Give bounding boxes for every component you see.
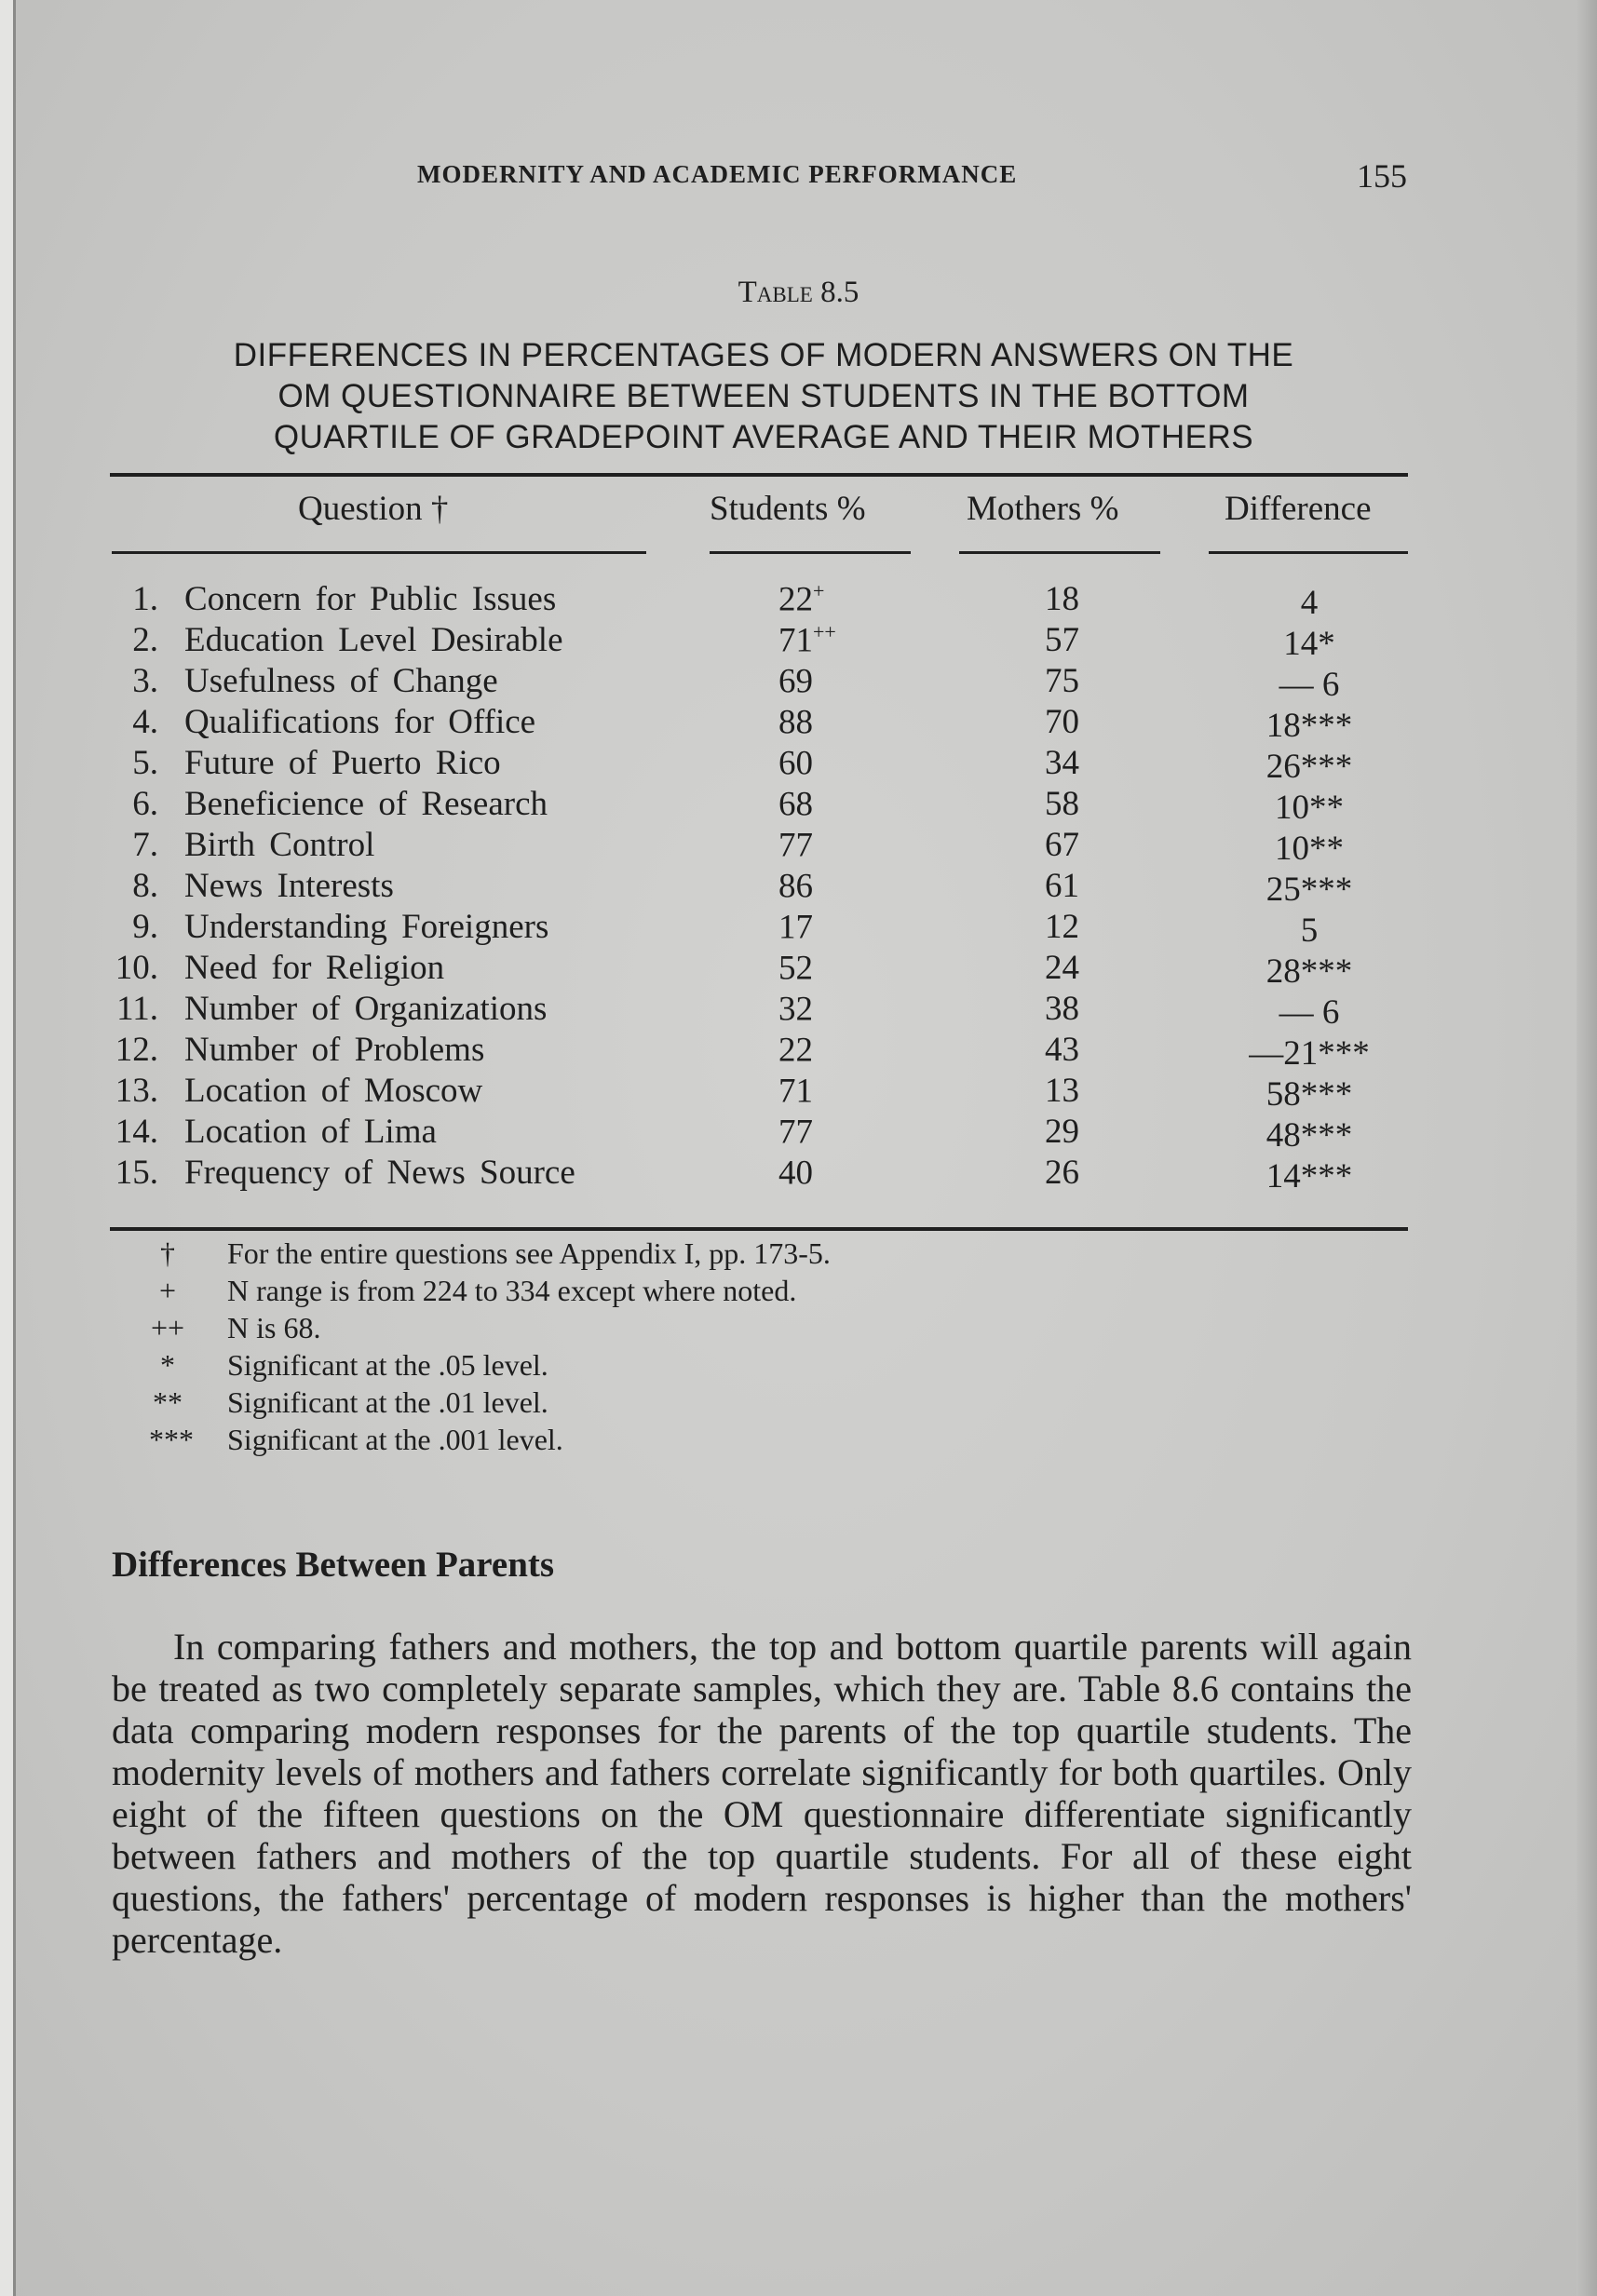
footnote-symbol: † xyxy=(160,1236,175,1270)
row-question: News Interests xyxy=(184,867,394,905)
row-difference: 14*** xyxy=(1265,1157,1353,1195)
table-label-number: 8.5 xyxy=(820,276,859,309)
table-row xyxy=(0,620,1597,661)
row-mothers: 43 xyxy=(1045,1031,1079,1069)
page-number: 155 xyxy=(1357,157,1407,195)
section-heading: Differences Between Parents xyxy=(112,1545,555,1585)
table-title-line: OM QUESTIONNAIRE BETWEEN STUDENTS IN THE BOTTOM xyxy=(277,378,1250,414)
row-mothers: 12 xyxy=(1045,908,1079,946)
row-students xyxy=(778,948,813,988)
row-difference: — 6 xyxy=(1279,993,1340,1032)
table-row xyxy=(0,907,1597,948)
row-mothers: 24 xyxy=(1045,949,1079,987)
row-students xyxy=(778,1030,813,1070)
row-difference: 28*** xyxy=(1265,952,1353,991)
footnote-text: For the entire questions see Appendix I, pp. 173-5. xyxy=(227,1236,831,1270)
row-question: Qualifications for Office xyxy=(184,703,536,741)
row-question: Understanding Foreigners xyxy=(184,908,549,946)
row-number: 11. xyxy=(116,990,158,1028)
row-students xyxy=(778,989,813,1029)
row-mothers: 13 xyxy=(1045,1072,1079,1110)
table-top-rule xyxy=(110,473,1408,477)
row-difference: 10** xyxy=(1275,789,1344,827)
students-mark: ++ xyxy=(813,620,836,643)
table-title xyxy=(112,335,1415,458)
row-number: 3. xyxy=(132,662,158,700)
footnote-symbol: * xyxy=(160,1348,175,1382)
header-students-rule xyxy=(710,551,911,554)
row-mothers: 75 xyxy=(1045,662,1079,700)
row-number: 4. xyxy=(132,703,158,741)
row-question: Future of Puerto Rico xyxy=(184,744,501,782)
header-mothers-rule xyxy=(959,551,1160,554)
row-number: 14. xyxy=(115,1113,158,1151)
footnote-symbol: ++ xyxy=(150,1311,185,1344)
row-difference: — 6 xyxy=(1279,666,1340,704)
table-row xyxy=(0,825,1597,866)
body-paragraph: In comparing fathers and mothers, the top and bottom quartile parents will again be treated as two completely separate samples, which they are. Table 8.6 contains the data comparing modern responses for the parents of the top quartile students. The modernity levels of mothers and fathers correlate significantly for both quartiles. Only eight of the fifteen questions on the OM questionnaire differentiate significantly between fathers and mothers of the top quartile students. For all of these eight questions, the fathers' percentage of modern responses is higher than the mothers' percentage. xyxy=(112,1626,1412,1961)
table-row xyxy=(0,743,1597,784)
students-value: 71 xyxy=(778,621,813,660)
row-difference: 48*** xyxy=(1265,1116,1353,1155)
students-value: 77 xyxy=(778,826,813,865)
header-question-rule xyxy=(112,551,646,554)
row-students xyxy=(778,743,813,783)
row-students xyxy=(778,620,836,660)
students-value: 52 xyxy=(778,949,813,988)
header-difference-rule xyxy=(1209,551,1408,554)
students-value: 32 xyxy=(778,990,813,1029)
footnote-text: N is 68. xyxy=(227,1311,321,1344)
row-mothers: 18 xyxy=(1045,580,1079,618)
table-row xyxy=(0,661,1597,702)
row-students xyxy=(778,661,813,701)
row-mothers: 26 xyxy=(1045,1154,1079,1192)
students-value: 71 xyxy=(778,1072,813,1111)
table-row xyxy=(0,948,1597,989)
row-students xyxy=(778,784,813,824)
row-mothers: 38 xyxy=(1045,990,1079,1028)
students-value: 60 xyxy=(778,744,813,783)
footnote-text: N range is from 224 to 334 except where noted. xyxy=(227,1274,797,1307)
table-bottom-rule xyxy=(110,1227,1408,1231)
row-students xyxy=(778,866,813,906)
footnote-symbol: ** xyxy=(153,1385,183,1419)
row-students xyxy=(778,702,813,742)
row-number: 8. xyxy=(132,867,158,905)
table-row xyxy=(0,579,1597,620)
row-difference: 4 xyxy=(1300,584,1319,622)
row-question: Education Level Desirable xyxy=(184,621,563,659)
row-students xyxy=(778,825,813,865)
table-row xyxy=(0,1071,1597,1112)
row-number: 15. xyxy=(115,1154,158,1192)
row-difference: 26*** xyxy=(1265,748,1353,786)
row-mothers: 34 xyxy=(1045,744,1079,782)
row-number: 7. xyxy=(132,826,158,864)
table-label-prefix: Table xyxy=(738,276,813,309)
row-question: Concern for Public Issues xyxy=(184,580,557,618)
row-difference: 14* xyxy=(1283,625,1335,663)
table-label xyxy=(0,276,1597,310)
table-row xyxy=(0,1030,1597,1071)
row-number: 13. xyxy=(115,1072,158,1110)
row-question: Birth Control xyxy=(184,826,375,864)
students-value: 22 xyxy=(778,1031,813,1070)
row-number: 6. xyxy=(132,785,158,823)
row-number: 1. xyxy=(132,580,158,618)
row-mothers: 61 xyxy=(1045,867,1079,905)
table-row xyxy=(0,1153,1597,1194)
table-row xyxy=(0,784,1597,825)
row-students xyxy=(778,1153,813,1193)
students-value: 69 xyxy=(778,662,813,701)
header-students: Students % xyxy=(710,490,866,528)
row-mothers: 58 xyxy=(1045,785,1079,823)
table-title-line: DIFFERENCES IN PERCENTAGES OF MODERN ANSWERS ON THE xyxy=(233,337,1294,373)
row-difference: 25*** xyxy=(1265,871,1353,909)
row-number: 2. xyxy=(132,621,158,659)
footnote-symbol: *** xyxy=(149,1423,194,1456)
footnote-text: Significant at the .001 level. xyxy=(227,1423,563,1456)
header-mothers: Mothers % xyxy=(967,490,1119,528)
students-mark: + xyxy=(813,579,825,602)
row-question: Frequency of News Source xyxy=(184,1154,575,1192)
row-difference: 5 xyxy=(1300,912,1319,950)
footnote-text: Significant at the .01 level. xyxy=(227,1385,548,1419)
row-number: 5. xyxy=(132,744,158,782)
students-value: 40 xyxy=(778,1154,813,1193)
row-difference: 18*** xyxy=(1265,707,1353,745)
students-value: 77 xyxy=(778,1113,813,1152)
table-row xyxy=(0,702,1597,743)
row-students xyxy=(778,1112,813,1152)
row-mothers: 67 xyxy=(1045,826,1079,864)
students-value: 68 xyxy=(778,785,813,824)
header-difference: Difference xyxy=(1225,490,1372,528)
students-value: 86 xyxy=(778,867,813,906)
students-value: 17 xyxy=(778,908,813,947)
footnote-text: Significant at the .05 level. xyxy=(227,1348,548,1382)
row-difference: 58*** xyxy=(1265,1075,1353,1114)
running-head: MODERNITY AND ACADEMIC PERFORMANCE xyxy=(417,160,1018,188)
row-students xyxy=(778,1071,813,1111)
row-question: Number of Organizations xyxy=(184,990,548,1028)
table-row xyxy=(0,866,1597,907)
row-question: Beneficience of Research xyxy=(184,785,548,823)
row-mothers: 57 xyxy=(1045,621,1079,659)
row-difference: 10** xyxy=(1275,830,1344,868)
row-question: Need for Religion xyxy=(184,949,445,987)
students-value: 88 xyxy=(778,703,813,742)
footnote-symbol: + xyxy=(158,1274,177,1307)
row-question: Number of Problems xyxy=(184,1031,485,1069)
row-mothers: 70 xyxy=(1045,703,1079,741)
row-question: Usefulness of Change xyxy=(184,662,498,700)
students-value: 22 xyxy=(778,580,813,619)
row-students xyxy=(778,579,824,619)
row-mothers: 29 xyxy=(1045,1113,1079,1151)
row-number: 12. xyxy=(115,1031,158,1069)
row-number: 10. xyxy=(115,949,158,987)
row-question: Location of Moscow xyxy=(184,1072,483,1110)
row-number: 9. xyxy=(132,908,158,946)
header-question: Question † xyxy=(298,490,449,528)
table-row xyxy=(0,989,1597,1030)
row-question: Location of Lima xyxy=(184,1113,437,1151)
row-difference: —21*** xyxy=(1249,1034,1370,1073)
table-row xyxy=(0,1112,1597,1153)
table-title-line: QUARTILE OF GRADEPOINT AVERAGE AND THEIR MOTHERS xyxy=(273,419,1254,455)
row-students xyxy=(778,907,813,947)
